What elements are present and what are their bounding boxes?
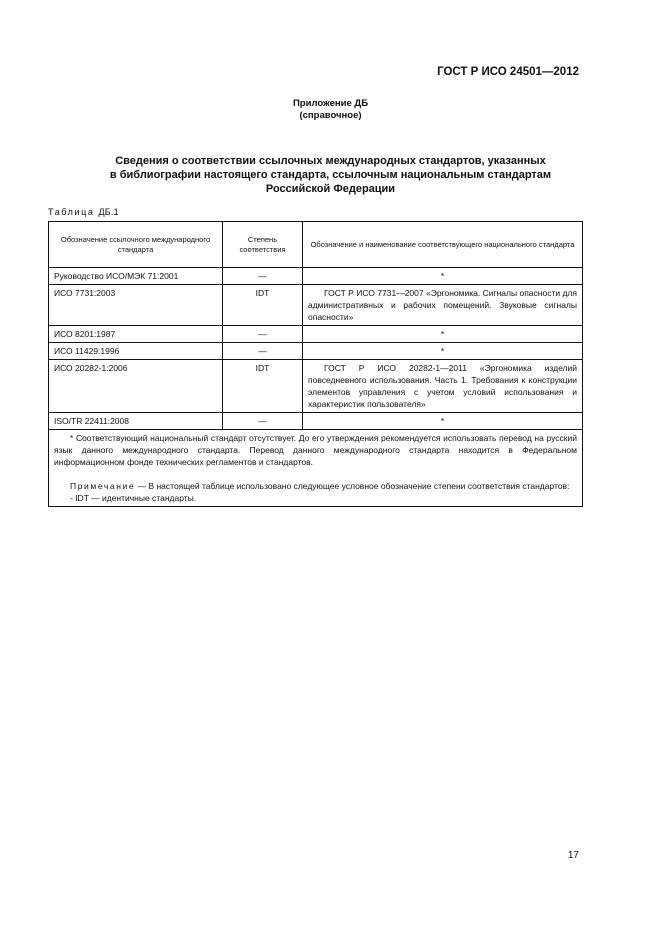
table-footnote: * Соответствующий национальный стандарт отсутствует. До его утверждения рекомендуется использовать перевод на русский язык данного международного стандарта. Перевод данного международного стандарта находится в Федеральном информационном фонде технических регламентов и стандартов.: [54, 433, 577, 467]
table-row: [49, 360, 583, 413]
cell-degree: IDT: [223, 360, 303, 413]
cell-degree: IDT: [223, 285, 303, 326]
cell-international: ИСО 11429:1996: [49, 343, 223, 360]
column-header-international: Обозначение ссылочного международного стандарта: [49, 222, 223, 268]
table-row: [49, 413, 583, 430]
cell-degree: —: [223, 413, 303, 430]
cell-degree: —: [223, 343, 303, 360]
note-label: Примечание: [70, 481, 136, 491]
cell-international: ISO/TR 22411:2008: [49, 413, 223, 430]
table-row: [49, 343, 583, 360]
document-code: ГОСТ Р ИСО 24501—2012: [437, 66, 579, 78]
reference-table: [48, 221, 583, 507]
column-header-degree: Степень соответствия: [223, 222, 303, 268]
section-title-line: Сведения о соответствии ссылочных международных стандартов, указанных: [115, 155, 546, 167]
section-title-line: в библиографии настоящего стандарта, ссылочным национальным стандартам: [109, 169, 552, 181]
table-notes: [49, 430, 583, 507]
cell-international: ИСО 20282-1:2006: [49, 360, 223, 413]
cell-international: ИСО 8201:1987: [49, 326, 223, 343]
note-text: — В настоящей таблице использовано следующее условное обозначение степени соответствия стандартов:: [137, 481, 570, 491]
table-caption-label: Таблица: [48, 207, 95, 217]
cell-national: *: [303, 326, 583, 343]
cell-international: ИСО 7731:2003: [49, 285, 223, 326]
appendix-title: Приложение ДБ: [292, 98, 369, 109]
cell-international: Руководство ИСО/МЭК 71:2001: [49, 268, 223, 285]
cell-degree: —: [223, 268, 303, 285]
cell-national: *: [303, 343, 583, 360]
table-notes-row: [49, 430, 583, 507]
cell-national: *: [303, 268, 583, 285]
table-row: [49, 326, 583, 343]
cell-national: ГОСТ Р ИСО 20282-1—2011 «Эргономика изделий повседневного использования. Часть 1. Требования к конструкции элементов управления с учетом условий использования и характеристик пользователя»: [303, 360, 583, 413]
cell-degree: —: [223, 326, 303, 343]
section-title-line: Российской Федерации: [265, 183, 396, 195]
table-header-row: [49, 222, 583, 268]
section-title: [60, 154, 601, 196]
table-caption-number: ДБ.1: [98, 207, 119, 217]
page-number: 17: [567, 850, 579, 861]
table-note: [54, 480, 577, 492]
note-item: - IDT — идентичные стандарты.: [70, 493, 197, 503]
table-row: [49, 285, 583, 326]
column-header-national: Обозначение и наименование соответствующего национального стандарта: [303, 222, 583, 268]
appendix-subtitle: (справочное): [299, 110, 362, 121]
table-caption: [48, 207, 119, 217]
cell-national: *: [303, 413, 583, 430]
appendix-heading: [0, 98, 661, 122]
table-row: [49, 268, 583, 285]
cell-national: ГОСТ Р ИСО 7731—2007 «Эргономика. Сигналы опасности для административных и рабочих помещений. Звуковые сигналы опасности»: [303, 285, 583, 326]
